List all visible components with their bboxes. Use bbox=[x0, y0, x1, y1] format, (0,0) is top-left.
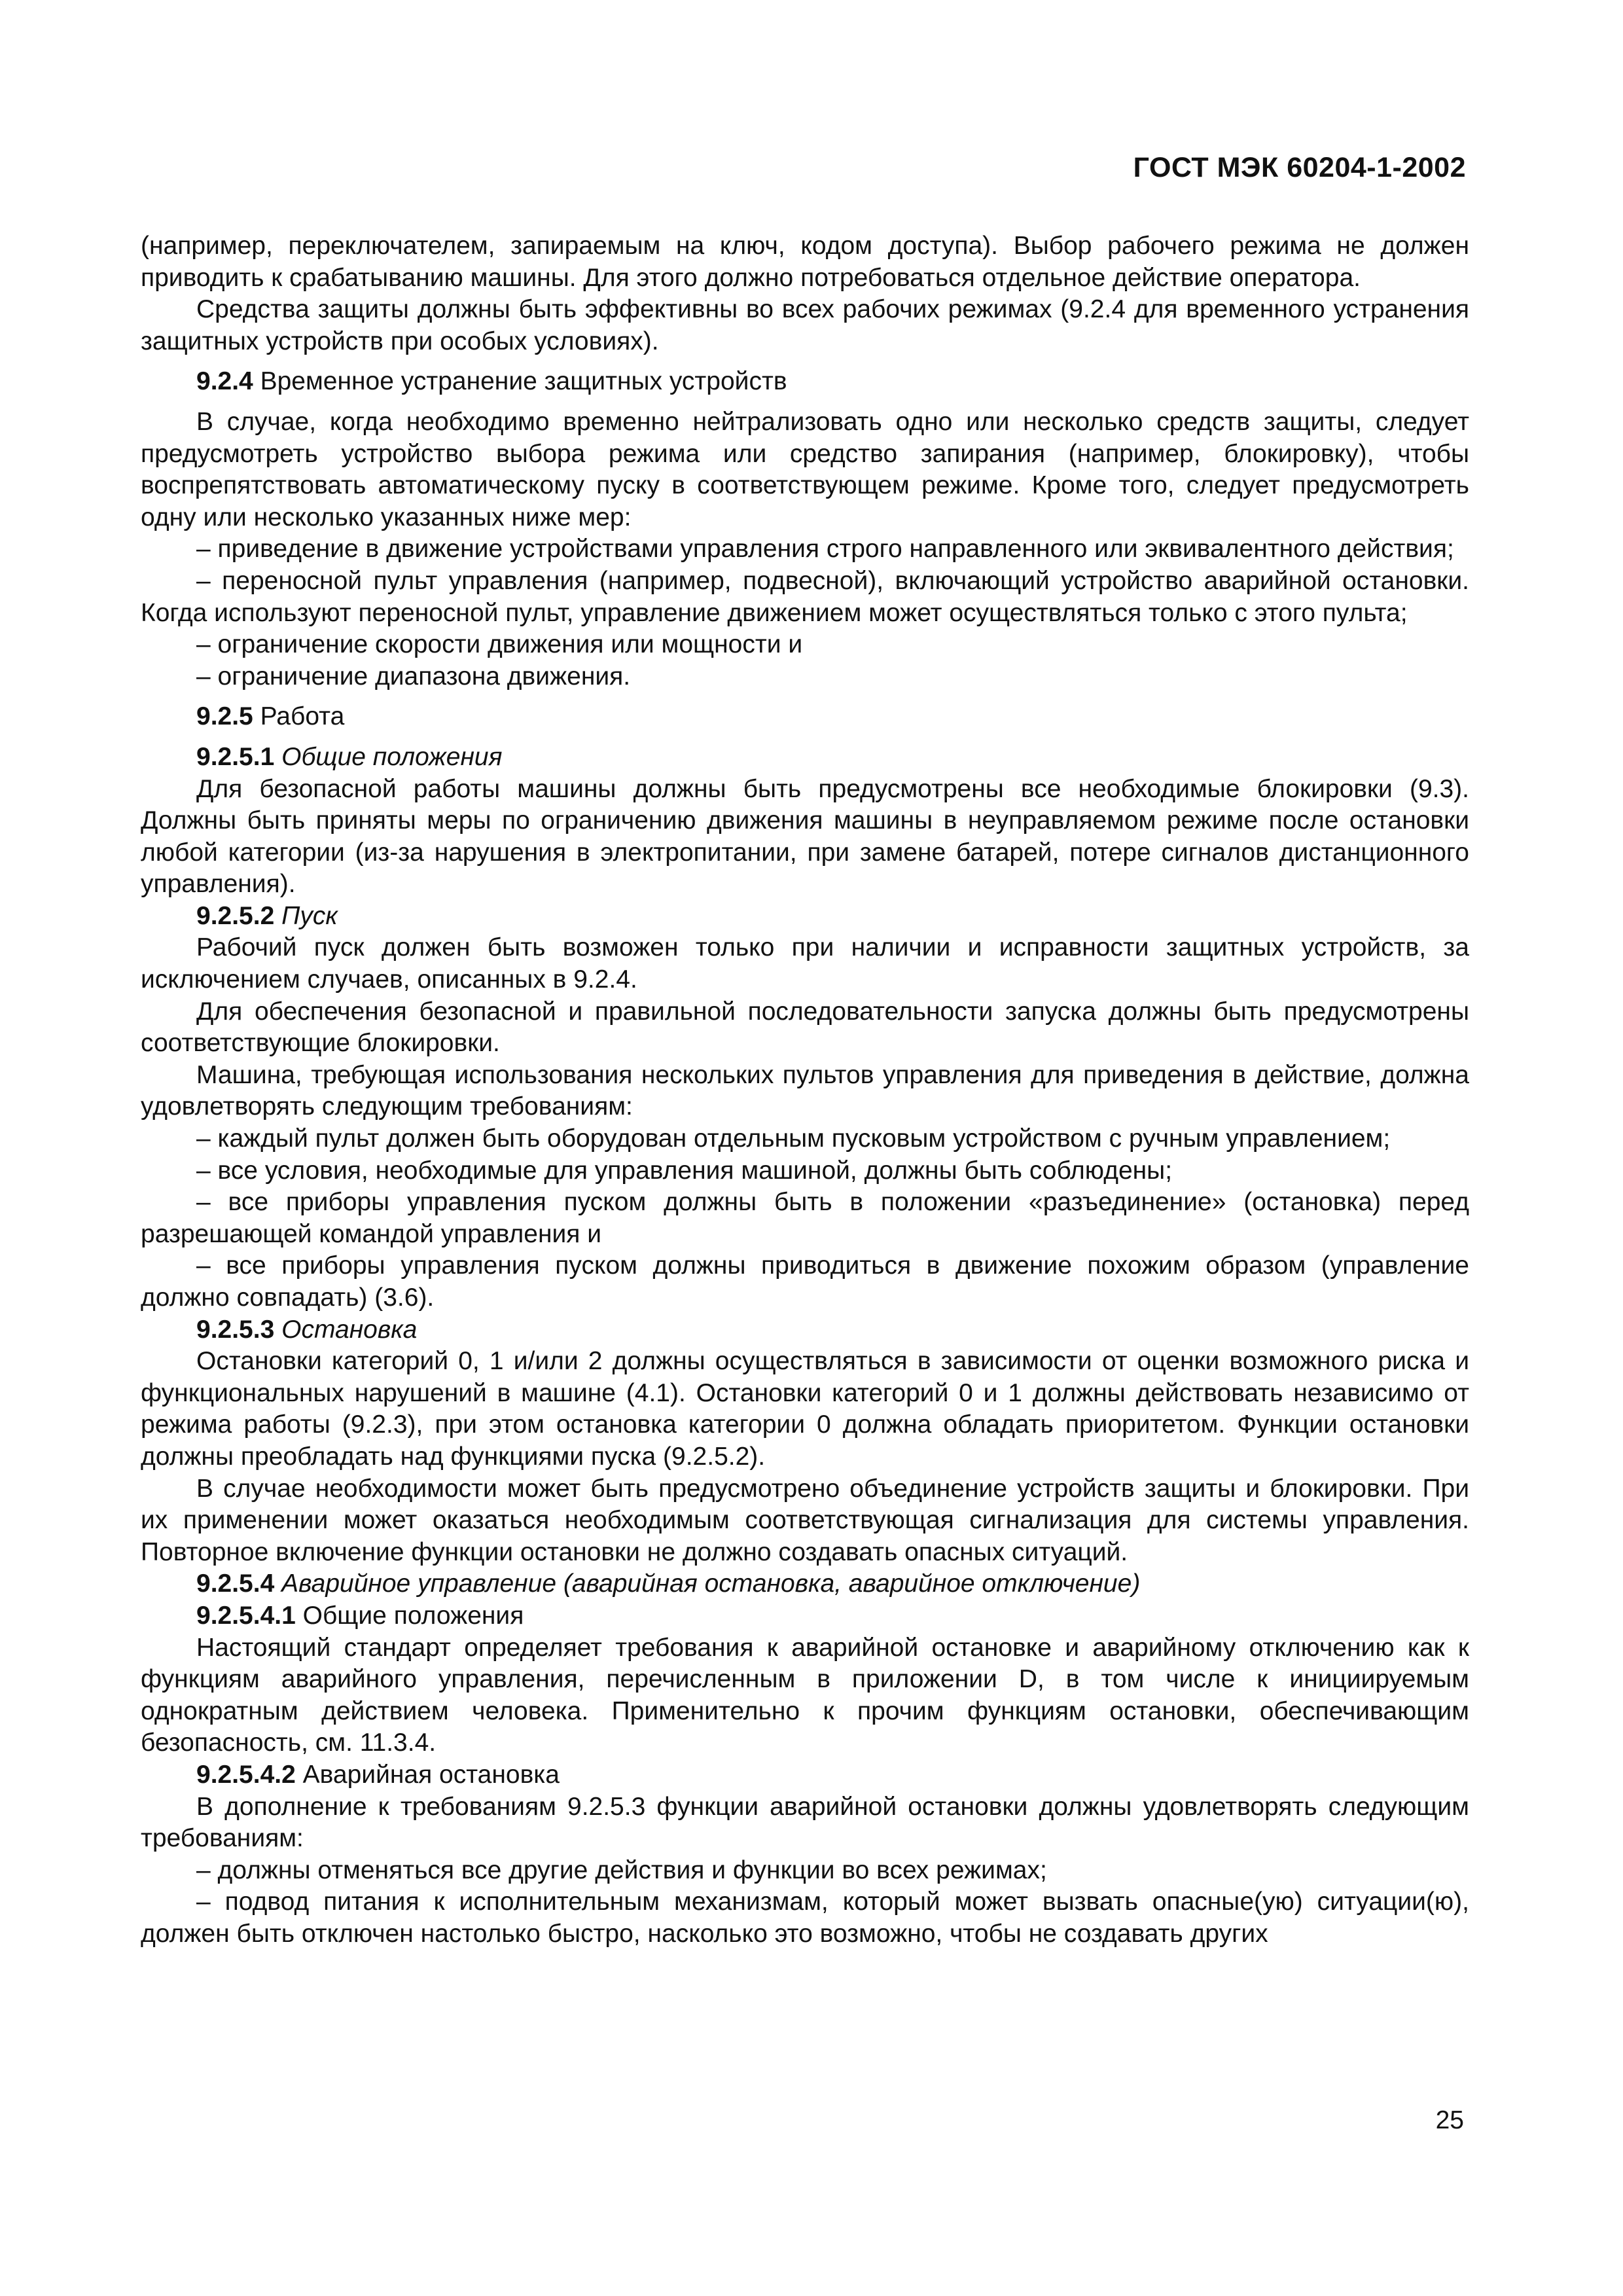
section-number: 9.2.5.4.1 bbox=[196, 1601, 296, 1630]
paragraph: Остановки категорий 0, 1 и/или 2 должны осуществляться в зависимости от оценки возможного риска и функциональных нарушений в машине (4.1). Остановки категорий 0 и 1 должны действовать независимо от режима работы (9.2.3), при этом остановка категории 0 должна обладать приоритетом. Функции остановки должны преобладать над функциями пуска (9.2.5.2). bbox=[141, 1347, 1469, 1471]
section-title: Работа bbox=[253, 702, 345, 731]
paragraph: Для обеспечения безопасной и правильной последовательности запуска должны быть предусмотрены соответствующие блокировки. bbox=[141, 997, 1469, 1058]
paragraph: Для безопасной работы машины должны быть предусмотрены все необходимые блокировки (9.3). Должны быть приняты меры по ограничению движения машины в неуправляемом режиме после остановки любой категории (из-за нарушения в электропитании, при замене батарей, потере сигналов дистанционного управления). bbox=[141, 774, 1469, 899]
section-heading-9-2-5-4 bbox=[141, 1568, 1469, 1600]
list-item: – каждый пульт должен быть оборудован отдельным пусковым устройством с ручным управлением; bbox=[196, 1124, 1391, 1153]
document-id-header: ГОСТ МЭК 60204-1-2002 bbox=[1133, 152, 1466, 183]
list-item: – ограничение диапазона движения. bbox=[196, 662, 631, 691]
section-number: 9.2.5.4 bbox=[196, 1570, 275, 1598]
section-heading-9-2-5-4-1 bbox=[141, 1600, 1469, 1632]
section-number: 9.2.4 bbox=[196, 367, 253, 396]
section-title: Общие положения bbox=[281, 742, 503, 771]
section-heading-9-2-5 bbox=[141, 701, 1469, 733]
section-title: Пуск bbox=[281, 901, 338, 930]
section-heading-9-2-5-2 bbox=[141, 901, 1469, 933]
section-heading-9-2-4 bbox=[141, 366, 1469, 398]
list-item: – все условия, необходимые для управления машиной, должны быть соблюдены; bbox=[196, 1156, 1173, 1185]
section-heading-9-2-5-4-2 bbox=[141, 1759, 1469, 1791]
page-body bbox=[141, 230, 1469, 1950]
paragraph: В случае, когда необходимо временно нейтрализовать одно или несколько средств защиты, следует предусмотреть устройство выбора режима или средство запирания (например, блокировку), чтобы воспрепятствовать автоматическому пуску в соответствующем режиме. Кроме того, следует предусмотреть одну или несколько указанных ниже мер: bbox=[141, 407, 1469, 531]
paragraph: Настоящий стандарт определяет требования к аварийной остановке и аварийному отключению как к функциям аварийного управления, перечисленным в приложении D, в том числе к инициируемым однократным действием человека. Применительно к прочим функциям остановки, обеспечивающим безопасность, см. 11.3.4. bbox=[141, 1633, 1469, 1757]
list-item: – все приборы управления пуском должны приводиться в движение похожим образом (управление должно совпадать) (3.6). bbox=[141, 1251, 1469, 1312]
section-heading-9-2-5-3 bbox=[141, 1314, 1469, 1346]
section-title: Временное устранение защитных устройств bbox=[253, 367, 787, 396]
section-number: 9.2.5.4.2 bbox=[196, 1760, 296, 1789]
paragraph: Средства защиты должны быть эффективны во всех рабочих режимах (9.2.4 для временного устранения защитных устройств при особых условиях). bbox=[141, 295, 1469, 355]
section-heading-9-2-5-1 bbox=[141, 742, 1469, 774]
section-number: 9.2.5.3 bbox=[196, 1315, 275, 1344]
section-title: Остановка bbox=[281, 1315, 418, 1344]
list-item: – все приборы управления пуском должны быть в положении «разъединение» (остановка) перед разрешающей командой управления и bbox=[141, 1188, 1469, 1248]
section-title: Общие положения bbox=[295, 1601, 524, 1630]
section-number: 9.2.5.2 bbox=[196, 901, 275, 930]
paragraph: (например, переключателем, запираемым на ключ, кодом доступа). Выбор рабочего режима не должен приводить к срабатыванию машины. Для этого должно потребоваться отдельное действие оператора. bbox=[141, 232, 1469, 292]
list-item: – ограничение скорости движения или мощности и bbox=[196, 630, 803, 659]
list-item: – приведение в движение устройствами управления строго направленного или эквивалентного действия; bbox=[196, 535, 1454, 564]
paragraph: В случае необходимости может быть предусмотрено объединение устройств защиты и блокировки. При их применении может оказаться необходимым соответствующая сигнализация для системы управления. Повторное включение функции остановки не должно создавать опасных ситуаций. bbox=[141, 1474, 1469, 1566]
paragraph: В дополнение к требованиям 9.2.5.3 функции аварийной остановки должны удовлетворять следующим требованиям: bbox=[141, 1792, 1469, 1853]
paragraph: Машина, требующая использования нескольких пультов управления для приведения в действие, должна удовлетворять следующим требованиям: bbox=[141, 1060, 1469, 1121]
list-item: – переносной пульт управления (например, подвесной), включающий устройство аварийной остановки. Когда используют переносной пульт, управление движением может осуществляться только с этого пульта; bbox=[141, 566, 1469, 627]
section-number: 9.2.5.1 bbox=[196, 742, 275, 771]
paragraph: Рабочий пуск должен быть возможен только при наличии и исправности защитных устройств, за исключением случаев, описанных в 9.2.4. bbox=[141, 933, 1469, 994]
list-item: – подвод питания к исполнительным механизмам, который может вызвать опасные(ую) ситуации(ю), должен быть отключен настолько быстро, насколько это возможно, чтобы не создавать других bbox=[141, 1888, 1469, 1948]
section-title: Аварийная остановка bbox=[295, 1760, 560, 1789]
page-number: 25 bbox=[1435, 2106, 1464, 2134]
section-title: Аварийное управление (аварийная остановка, аварийное отключение) bbox=[281, 1570, 1141, 1598]
section-number: 9.2.5 bbox=[196, 702, 253, 731]
list-item: – должны отменяться все другие действия и функции во всех режимах; bbox=[196, 1856, 1047, 1884]
